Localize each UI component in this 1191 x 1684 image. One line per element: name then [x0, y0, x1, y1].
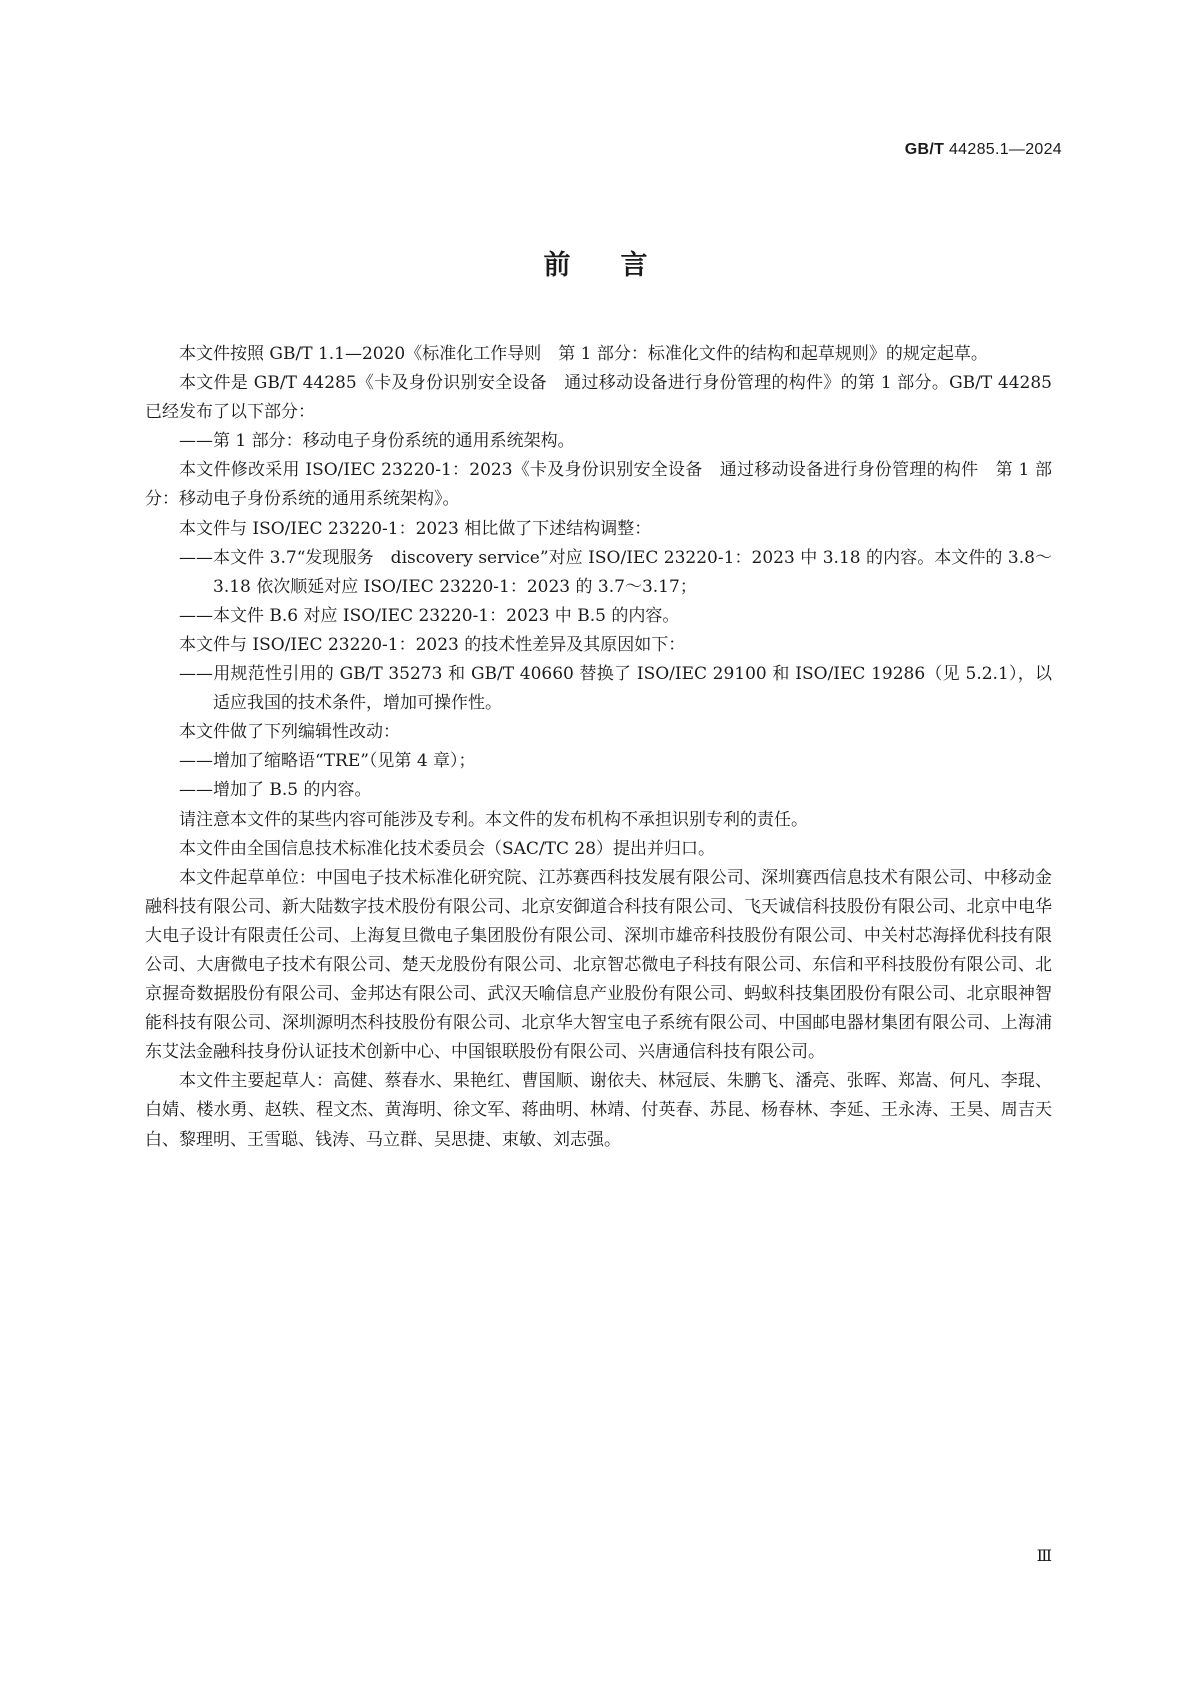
standard-code-prefix: GB/T	[904, 141, 945, 158]
paragraph: 本文件修改采用 ISO/IEC 23220-1：2023《卡及身份识别安全设备 通过移动设备进行身份管理的构件 第 1 部分：移动电子身份系统的通用系统架构》。	[145, 460, 1052, 510]
list-item: ——本文件 3.7“发现服务 discovery service”对应 ISO/IEC 23220-1：2023 中 3.18 的内容。本文件的 3.8～3.18 依次顺延对应 ISO/IEC 23220-1：2023 的 3.7～3.17；	[179, 547, 1052, 597]
paragraph: 本文件由全国信息技术标准化技术委员会（SAC/TC 28）提出并归口。	[179, 838, 716, 859]
paragraph: 请注意本文件的某些内容可能涉及专利。本文件的发布机构不承担识别专利的责任。	[179, 809, 808, 830]
list-item: ——增加了缩略语“TRE”（见第 4 章）；	[179, 751, 476, 772]
standard-code-number: 44285.1—2024	[948, 141, 1062, 158]
list-item: ——第 1 部分：移动电子身份系统的通用系统架构。	[179, 431, 575, 452]
paragraph: 本文件是 GB/T 44285《卡及身份识别安全设备 通过移动设备进行身份管理的构件》的第 1 部分。GB/T 44285 已经发布了以下部分：	[145, 373, 1052, 423]
foreword-body	[145, 340, 1052, 1155]
paragraph: 本文件按照 GB/T 1.1—2020《标准化工作导则 第 1 部分：标准化文件的结构和起草规则》的规定起草。	[179, 344, 988, 364]
standard-code	[905, 141, 1062, 159]
paragraph: 本文件主要起草人：高健、蔡春水、果艳红、曹国顺、谢依夫、林冠辰、朱鹏飞、潘亮、张晖、郑嵩、何凡、李琨、白婧、楼水勇、赵轶、程文杰、黄海明、徐文军、蒋曲明、林靖、付英春、苏昆、杨春林、李延、王永涛、王昊、周吉天白、黎理明、王雪聪、钱涛、马立群、吴思捷、束敏、刘志强。	[145, 1071, 1052, 1150]
paragraph: 本文件与 ISO/IEC 23220-1：2023 的技术性差异及其原因如下：	[179, 634, 686, 655]
paragraph: 本文件与 ISO/IEC 23220-1：2023 相比做了下述结构调整：	[179, 518, 652, 539]
list-item: ——本文件 B.6 对应 ISO/IEC 23220-1：2023 中 B.5 的内容。	[179, 605, 680, 626]
list-item: ——增加了 B.5 的内容。	[179, 780, 372, 801]
list-item: ——用规范性引用的 GB/T 35273 和 GB/T 40660 替换了 ISO/IEC 29100 和 ISO/IEC 19286（见 5.2.1），以适应我国的技术条件，增加可操作性。	[179, 664, 1052, 714]
page-title: 前言	[543, 250, 698, 281]
paragraph: 本文件起草单位：中国电子技术标准化研究院、江苏赛西科技发展有限公司、深圳赛西信息技术有限公司、中移动金融科技有限公司、新大陆数字技术股份有限公司、北京安御道合科技有限公司、飞天诚信科技股份有限公司、北京中电华大电子设计有限责任公司、上海复旦微电子集团股份有限公司、深圳市雄帝科技股份有限公司、中关村芯海择优科技有限公司、大唐微电子技术有限公司、楚天龙股份有限公司、北京智芯微电子科技有限公司、东信和平科技股份有限公司、北京握奇数据股份有限公司、金邦达有限公司、武汉天喻信息产业股份有限公司、蚂蚁科技集团股份有限公司、北京眼神智能科技有限公司、深圳源明杰科技股份有限公司、北京华大智宝电子系统有限公司、中国邮电器材集团有限公司、上海浦东艾法金融科技身份认证技术创新中心、中国银联股份有限公司、兴唐通信科技有限公司。	[145, 867, 1052, 1063]
page-number: Ⅲ	[1036, 1546, 1052, 1565]
paragraph: 本文件做了下列编辑性改动：	[179, 722, 400, 743]
